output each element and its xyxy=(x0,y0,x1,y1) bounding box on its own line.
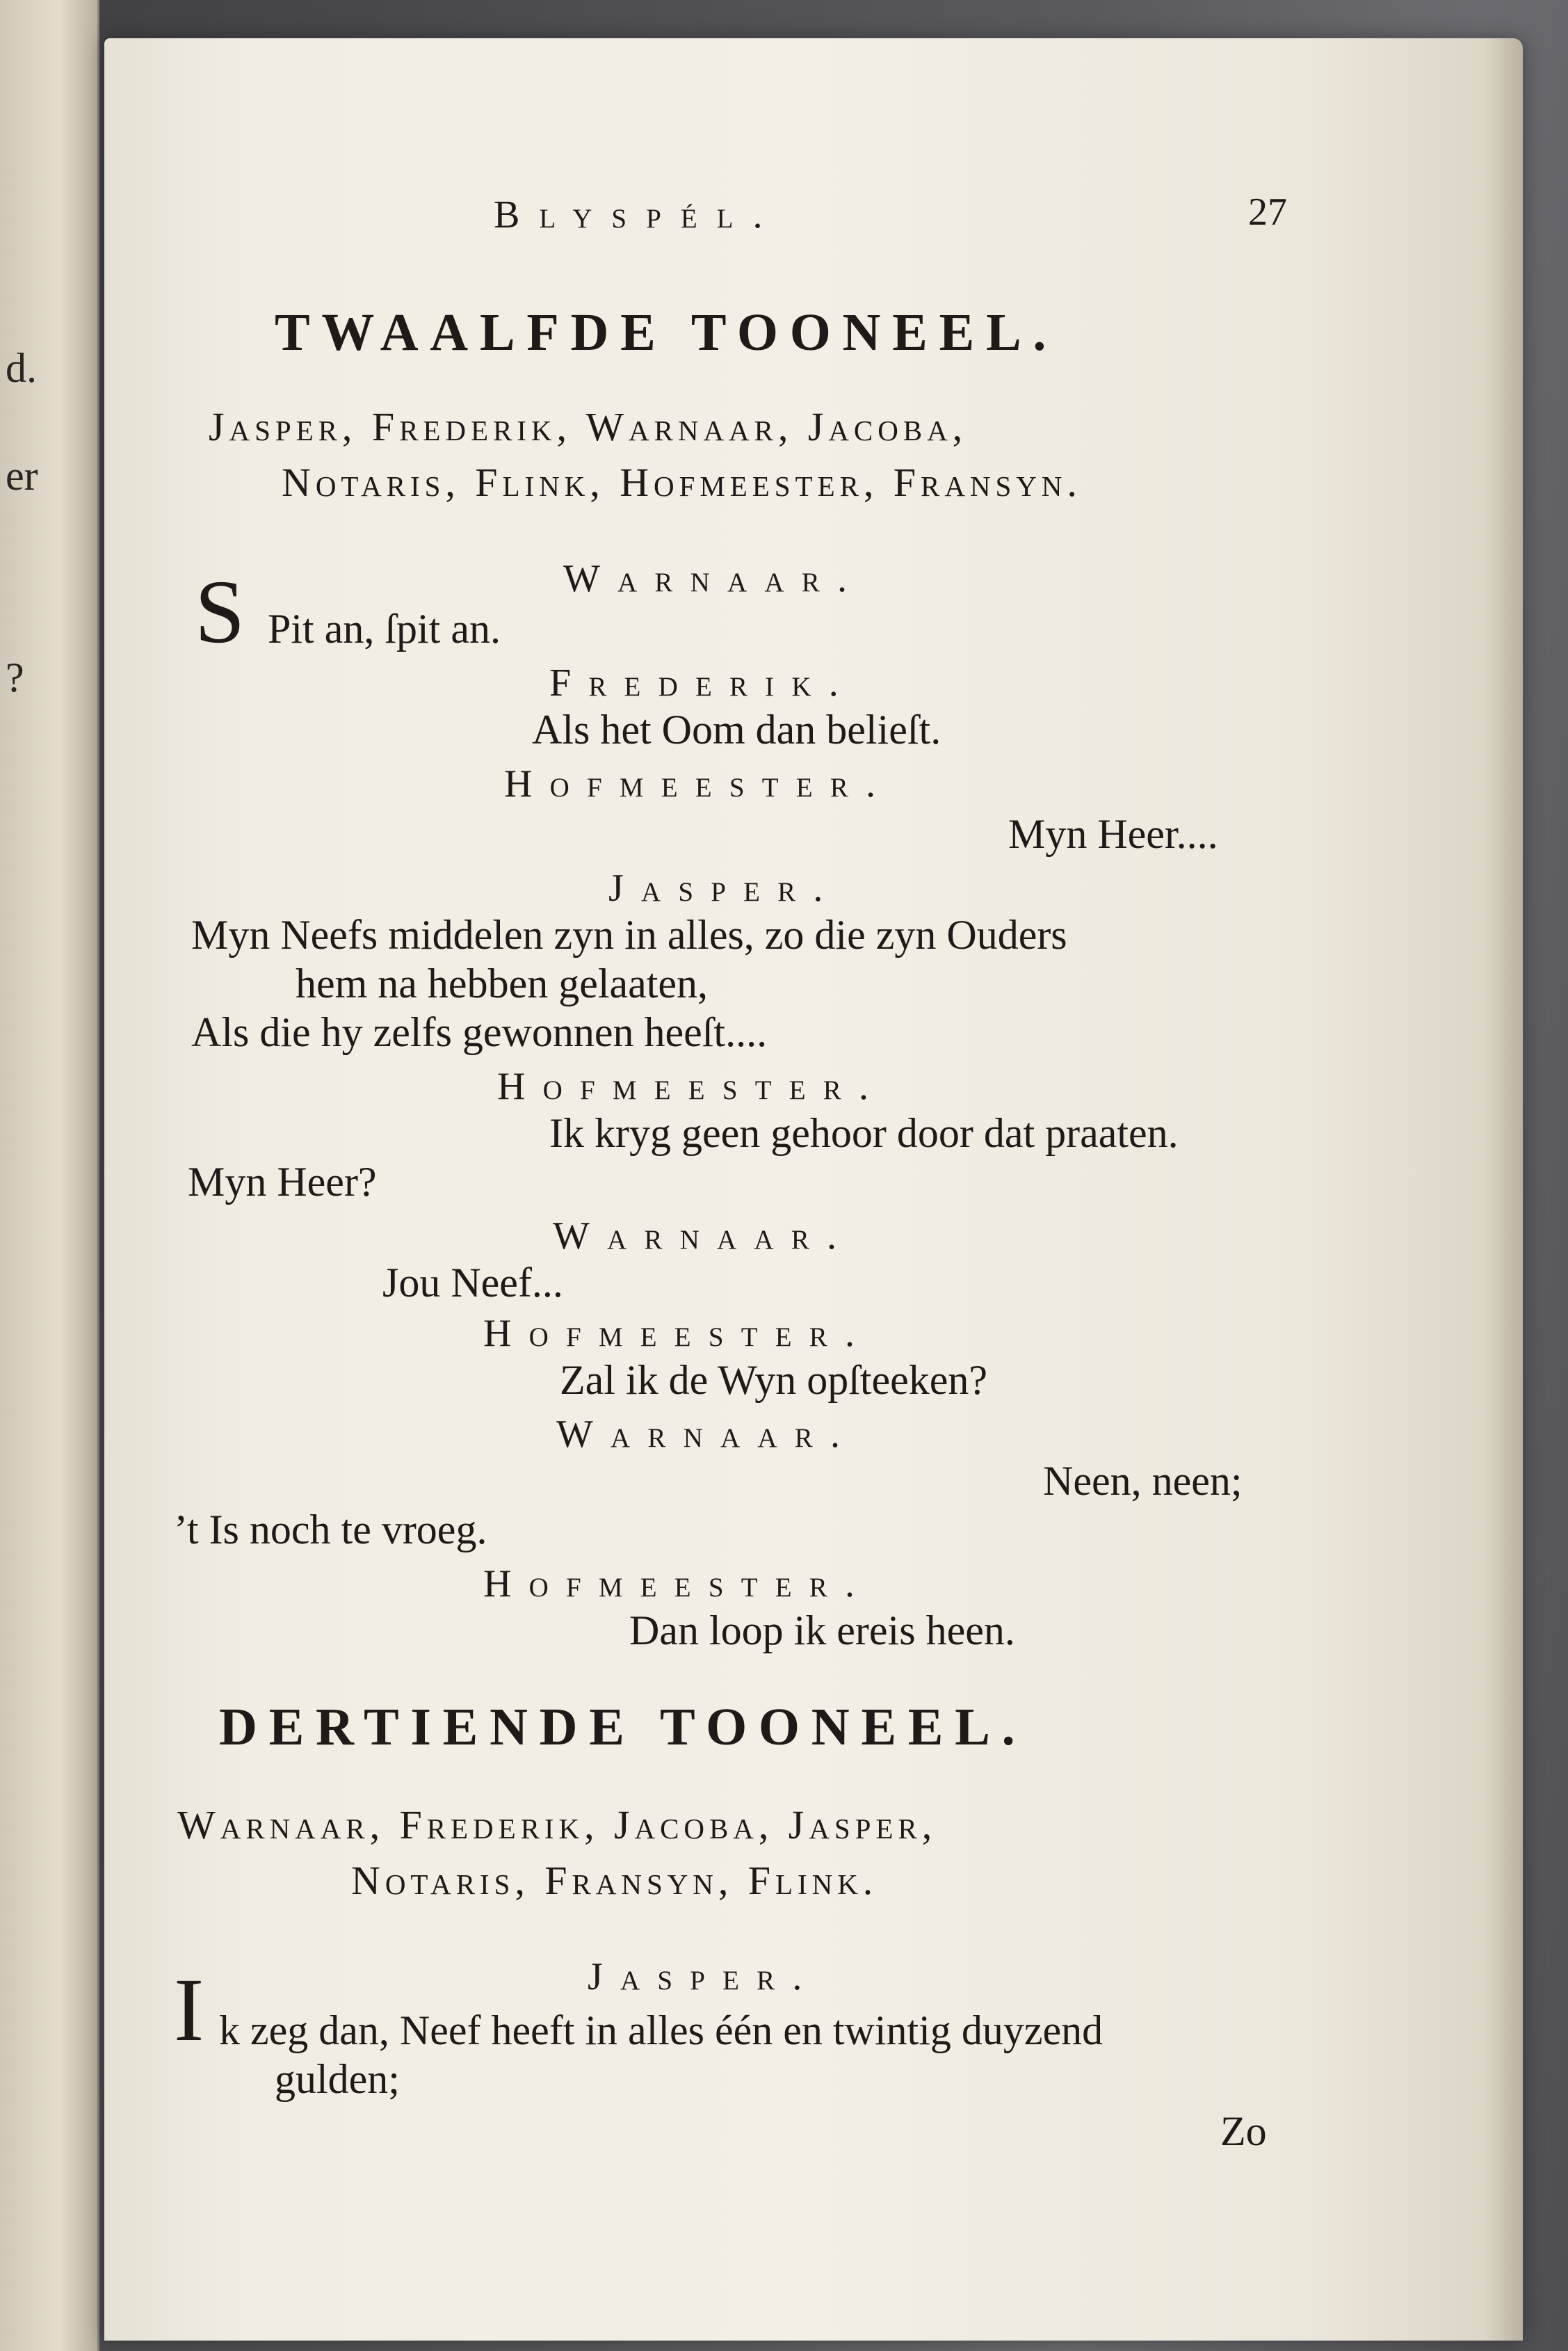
dialogue-line: Zal ik de Wyn opſteeken? xyxy=(560,1357,988,1403)
scene-title: TWAALFDE TOONEEL. xyxy=(275,303,1058,362)
catchword: Zo xyxy=(1220,2108,1267,2154)
dialogue-line: Pit an, ſpit an. xyxy=(268,606,501,652)
dialogue-line: Ik kryg geen gehoor door dat praaten. xyxy=(549,1110,1179,1156)
cast-list: Notaris, Fransyn, Flink. xyxy=(351,1858,878,1903)
dialogue-line: Myn Neefs middelen zyn in alles, zo die zyn Ouders xyxy=(191,912,1067,958)
running-title: Blyspél. xyxy=(494,193,782,236)
scene-title: DERTIENDE TOONEEL. xyxy=(219,1698,1027,1756)
left-page-fragment: er xyxy=(6,453,38,499)
book-page xyxy=(104,38,1523,2341)
dialogue-line: gulden; xyxy=(275,2056,400,2102)
left-page-edge xyxy=(0,0,99,2351)
page-number: 27 xyxy=(1248,191,1287,234)
speaker-name: Hofmeester. xyxy=(504,762,894,805)
dialogue-line: hem na hebben gelaaten, xyxy=(296,961,709,1006)
drop-cap: S xyxy=(195,562,245,662)
speaker-name: Hofmeester. xyxy=(497,1065,887,1108)
dialogue-line: Als het Oom dan belieſt. xyxy=(532,707,941,753)
speaker-name: Jasper. xyxy=(608,867,841,910)
dialogue-line: Als die hy zelfs gewonnen heeſt.... xyxy=(191,1009,768,1055)
drop-cap: I xyxy=(174,1960,204,2060)
page-shadow xyxy=(1485,38,1523,2341)
speaker-name: Hofmeester. xyxy=(483,1562,873,1605)
dialogue-line: Myn Heer? xyxy=(188,1159,377,1205)
speaker-name: Frederik. xyxy=(549,661,856,705)
dialogue-line: Neen, neen; xyxy=(1043,1458,1243,1504)
left-page-fragment: ? xyxy=(6,655,24,700)
dialogue-line: k zeg dan, Neef heeft in alles één en twintig duyzend xyxy=(219,2007,1104,2053)
dialogue-line: Jou Neef... xyxy=(382,1260,563,1306)
speaker-name: Warnaar. xyxy=(563,557,865,600)
dialogue-line: Myn Heer.... xyxy=(1008,811,1218,857)
cast-list: Warnaar, Frederik, Jacoba, Jasper, xyxy=(177,1802,937,1847)
speaker-name: Warnaar. xyxy=(553,1214,855,1258)
cast-list: Notaris, Flink, Hofmeester, Fransyn. xyxy=(282,460,1082,505)
speaker-name: Jasper. xyxy=(588,1955,820,1998)
speaker-name: Warnaar. xyxy=(556,1413,858,1456)
dialogue-line: ’t Is noch te vroeg. xyxy=(174,1507,487,1552)
cast-list: Jasper, Frederik, Warnaar, Jacoba, xyxy=(209,404,968,449)
left-page-fragment: d. xyxy=(6,345,37,391)
dialogue-line: Dan loop ik ereis heen. xyxy=(629,1607,1015,1653)
speaker-name: Hofmeester. xyxy=(483,1312,873,1355)
